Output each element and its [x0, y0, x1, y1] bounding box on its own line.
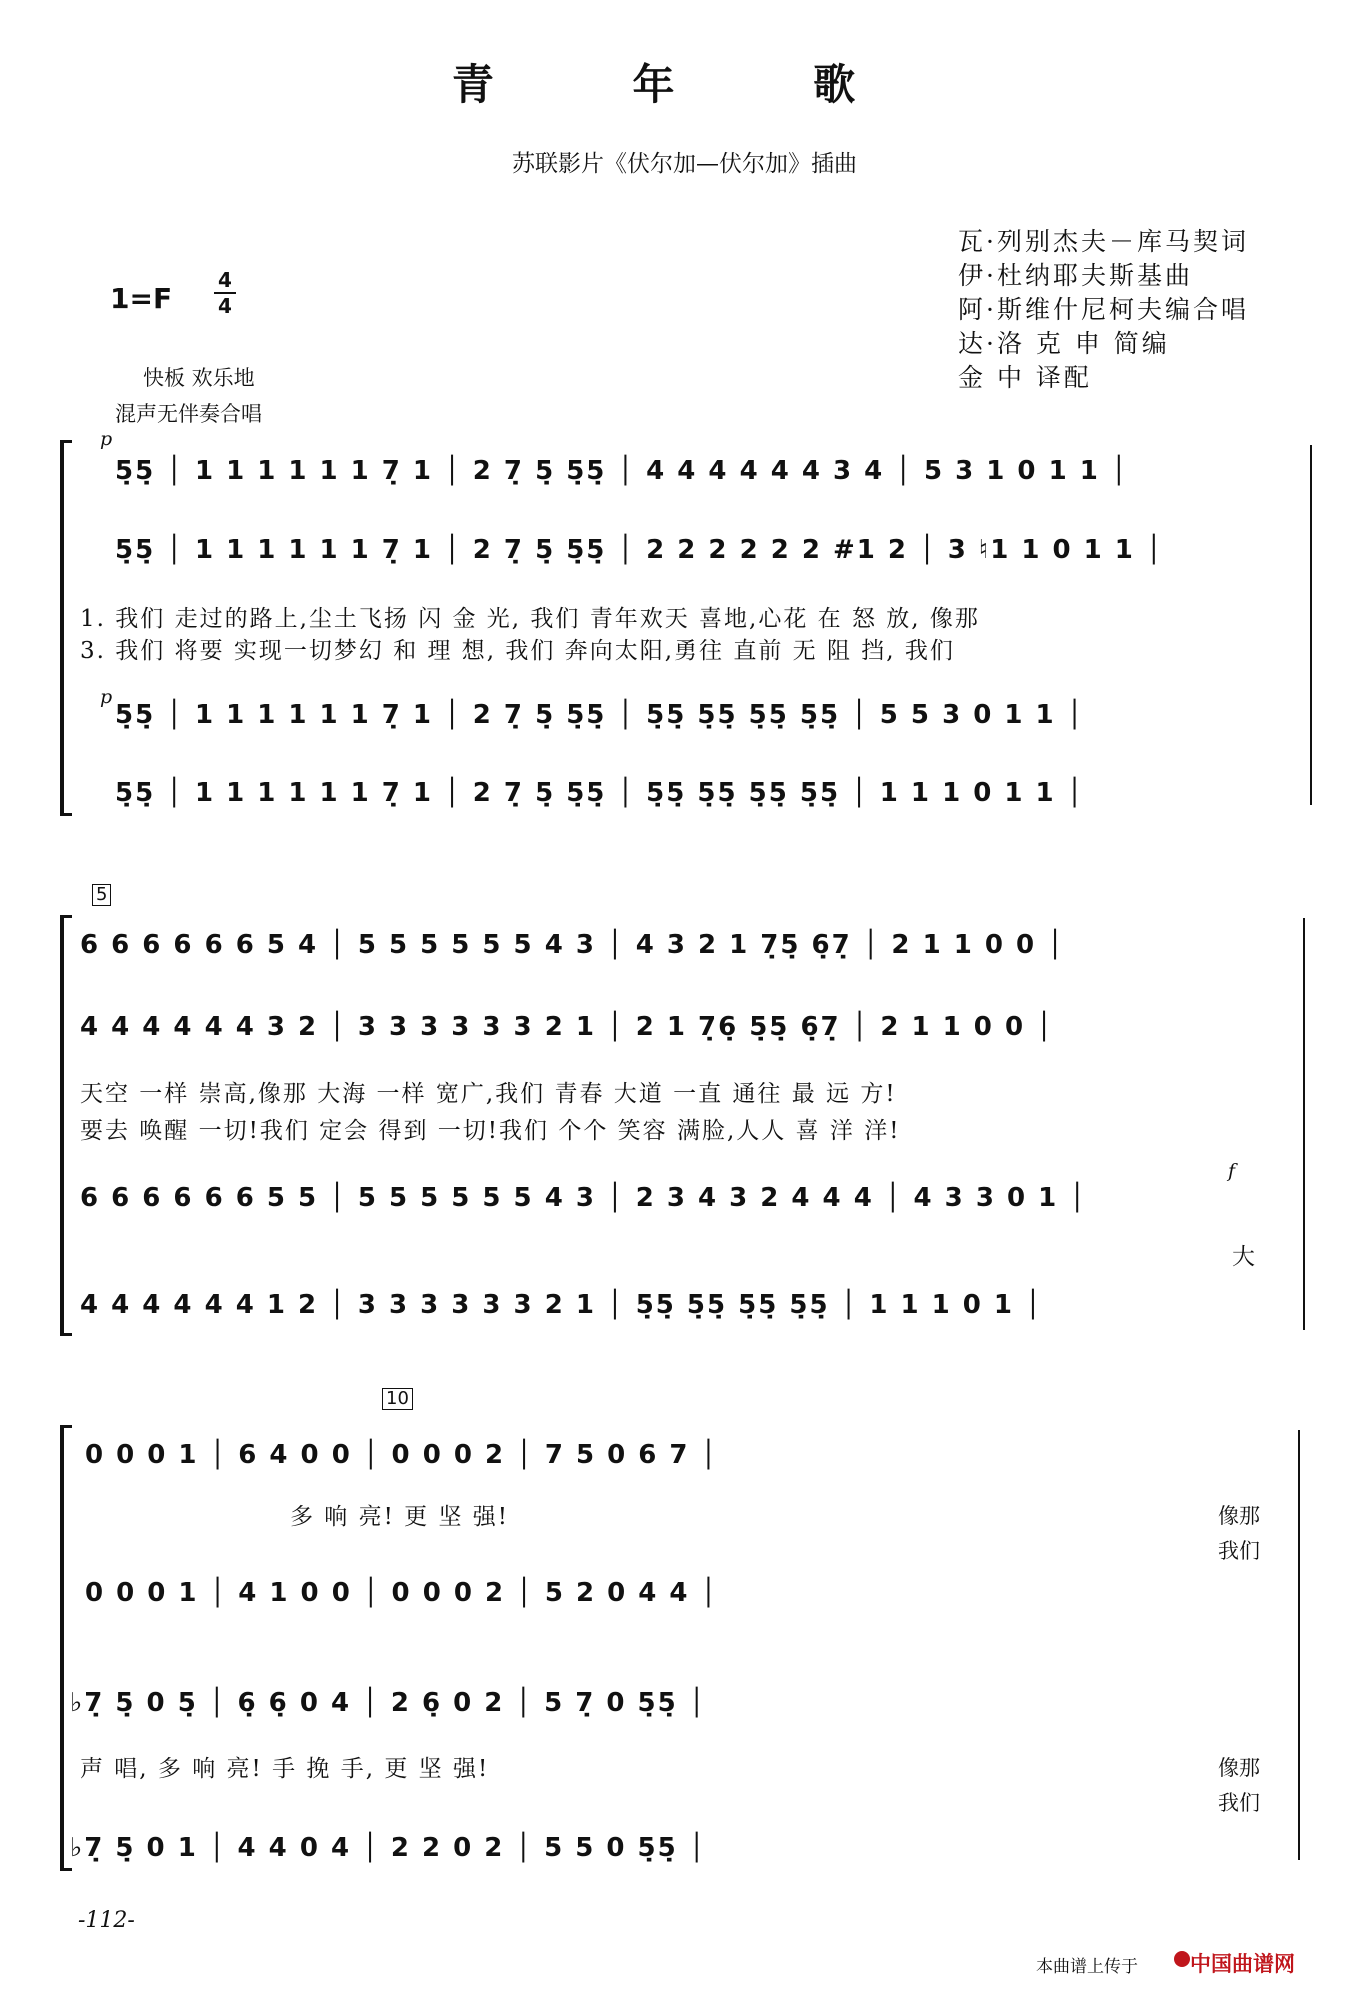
- dynamic-p-tenor: p: [100, 686, 113, 708]
- site-logo-text: 中国曲谱网: [1190, 1952, 1295, 1976]
- time-signature-top: 4: [218, 268, 232, 292]
- credits-block: [958, 225, 1249, 395]
- system-2-lyric-verse-3: 要去 唤醒 一切!我们 定会 得到 一切!我们 个个 笑容 满脸,人人 喜 洋 洋!: [80, 1118, 901, 1144]
- system-3-upper-choice-2: 我们: [1218, 1539, 1260, 1563]
- credit-choral-arranger: 阿·斯维什尼柯夫编合唱: [958, 295, 1249, 324]
- credit-translator: 金 中 译配: [958, 363, 1092, 392]
- tempo-marking: 快板 欢乐地: [143, 366, 255, 390]
- system-2-alto: 4 4 4 4 4 4 3 2 │ 3 3 3 3 3 3 2 1 │ 2 1 7̣6̣ 5̣5̣ 6̣7̣ │ 2 1 1 0 0 │: [80, 1012, 1054, 1042]
- dynamic-f: f: [1228, 1160, 1236, 1182]
- system-2-soprano: 6 6 6 6 6 6 5 4 │ 5 5 5 5 5 5 4 3 │ 4 3 2 1 7̣5̣ 6̣7̣ │ 2 1 1 0 0 │: [80, 930, 1065, 960]
- system-2-lyric-verse-1: 天空 一样 崇高,像那 大海 一样 宽广,我们 青春 大道 一直 通往 最 远 方!: [80, 1081, 897, 1107]
- measure-number-10: 10: [382, 1388, 413, 1410]
- system-1-bass: 5̣5̣ │ 1 1 1 1 1 1 7̣ 1 │ 2 7̣ 5̣ 5̣5̣ │ 5̣5̣ 5̣5̣ 5̣5̣ 5̣5̣ │ 1 1 1 0 1 1 │: [115, 778, 1085, 808]
- system-1-end-barline: [1310, 445, 1312, 805]
- credit-composer: 伊·杜纳耶夫斯基曲: [958, 261, 1193, 290]
- key-signature: 1=F: [110, 282, 173, 315]
- time-signature: [214, 270, 236, 316]
- system-3-tenor: ♭7̣ 5̣ 0 5̣ │ 6̣ 6̣ 0 4 │ 2 6̣ 0 2 │ 5 7̣ 0 5̣5̣ │: [70, 1688, 707, 1718]
- credit-simplified-arranger: 达·洛 克 申 简编: [958, 329, 1170, 358]
- system-3-lower-choice-2: 我们: [1218, 1791, 1260, 1815]
- system-2-bass: 4 4 4 4 4 4 1 2 │ 3 3 3 3 3 3 2 1 │ 5̣5̣ 5̣5̣ 5̣5̣ 5̣5̣ │ 1 1 1 0 1 │: [80, 1290, 1043, 1320]
- system-3-soprano: 0 0 0 1 │ 6 4 0 0 │ 0 0 0 2 │ 7 5 0 6 7 │: [85, 1440, 719, 1470]
- system-2-tenor: 6 6 6 6 6 6 5 5 │ 5 5 5 5 5 5 4 3 │ 2 3 4 3 2 4 4 4 │ 4 3 3 0 1 │: [80, 1183, 1087, 1213]
- time-signature-bottom: 4: [218, 294, 232, 318]
- system-3-lyric-lower: 声 唱, 多 响 亮! 手 挽 手, 更 坚 强!: [80, 1756, 490, 1782]
- site-logo-icon: [1174, 1951, 1190, 1967]
- song-title: 青 年 歌: [451, 60, 918, 109]
- system-1-lyric-verse-1: 1. 我们 走过的路上,尘土飞扬 闪 金 光, 我们 青年欢天 喜地,心花 在 怒 放, 像那: [80, 606, 980, 632]
- system-3-alto: 0 0 0 1 │ 4 1 0 0 │ 0 0 0 2 │ 5 2 0 4 4 │: [85, 1578, 719, 1608]
- song-subtitle: 苏联影片《伏尔加—伏尔加》插曲: [512, 151, 857, 177]
- credit-lyricist: 瓦·列别杰夫－库马契词: [958, 227, 1249, 256]
- dynamic-p-soprano: p: [100, 428, 113, 450]
- system-1-lyric-verse-3: 3. 我们 将要 实现一切梦幻 和 理 想, 我们 奔向太阳,勇往 直前 无 阻 挡, 我们: [80, 638, 955, 664]
- system-1-soprano: 5̣5̣ │ 1 1 1 1 1 1 7̣ 1 │ 2 7̣ 5̣ 5̣5̣ │ 4 4 4 4 4 4 3 4 │ 5 3 1 0 1 1 │: [115, 456, 1129, 486]
- system-3-bass: ♭7̣ 5̣ 0 1 │ 4 4 0 4 │ 2 2 0 2 │ 5 5 0 5̣5̣ │: [70, 1833, 707, 1863]
- system-1-tenor: 5̣5̣ │ 1 1 1 1 1 1 7̣ 1 │ 2 7̣ 5̣ 5̣5̣ │ 5̣5̣ 5̣5̣ 5̣5̣ 5̣5̣ │ 5 5 3 0 1 1 │: [115, 700, 1085, 730]
- system-1-alto: 5̣5̣ │ 1 1 1 1 1 1 7̣ 1 │ 2 7̣ 5̣ 5̣5̣ │ 2 2 2 2 2 2 #1 2 │ 3 ♮1 1 0 1 1 │: [115, 535, 1164, 565]
- system-3-lyric-upper: 多 响 亮! 更 坚 强!: [290, 1504, 510, 1530]
- system-1-bracket: [60, 440, 72, 816]
- page-number: -112-: [78, 1908, 135, 1933]
- system-2-bracket: [60, 915, 72, 1336]
- measure-number-5: 5: [92, 884, 111, 906]
- performance-note: 混声无伴奏合唱: [115, 402, 262, 426]
- upload-note: 本曲谱上传于: [1036, 1957, 1138, 1977]
- system-2-end-lyric: 大: [1232, 1244, 1257, 1270]
- system-3-lower-choice-1: 像那: [1218, 1756, 1260, 1780]
- system-3-end-barline: [1298, 1430, 1300, 1860]
- system-3-upper-choice-1: 像那: [1218, 1504, 1260, 1528]
- system-3-bracket: [60, 1425, 72, 1871]
- system-2-end-barline: [1303, 918, 1305, 1330]
